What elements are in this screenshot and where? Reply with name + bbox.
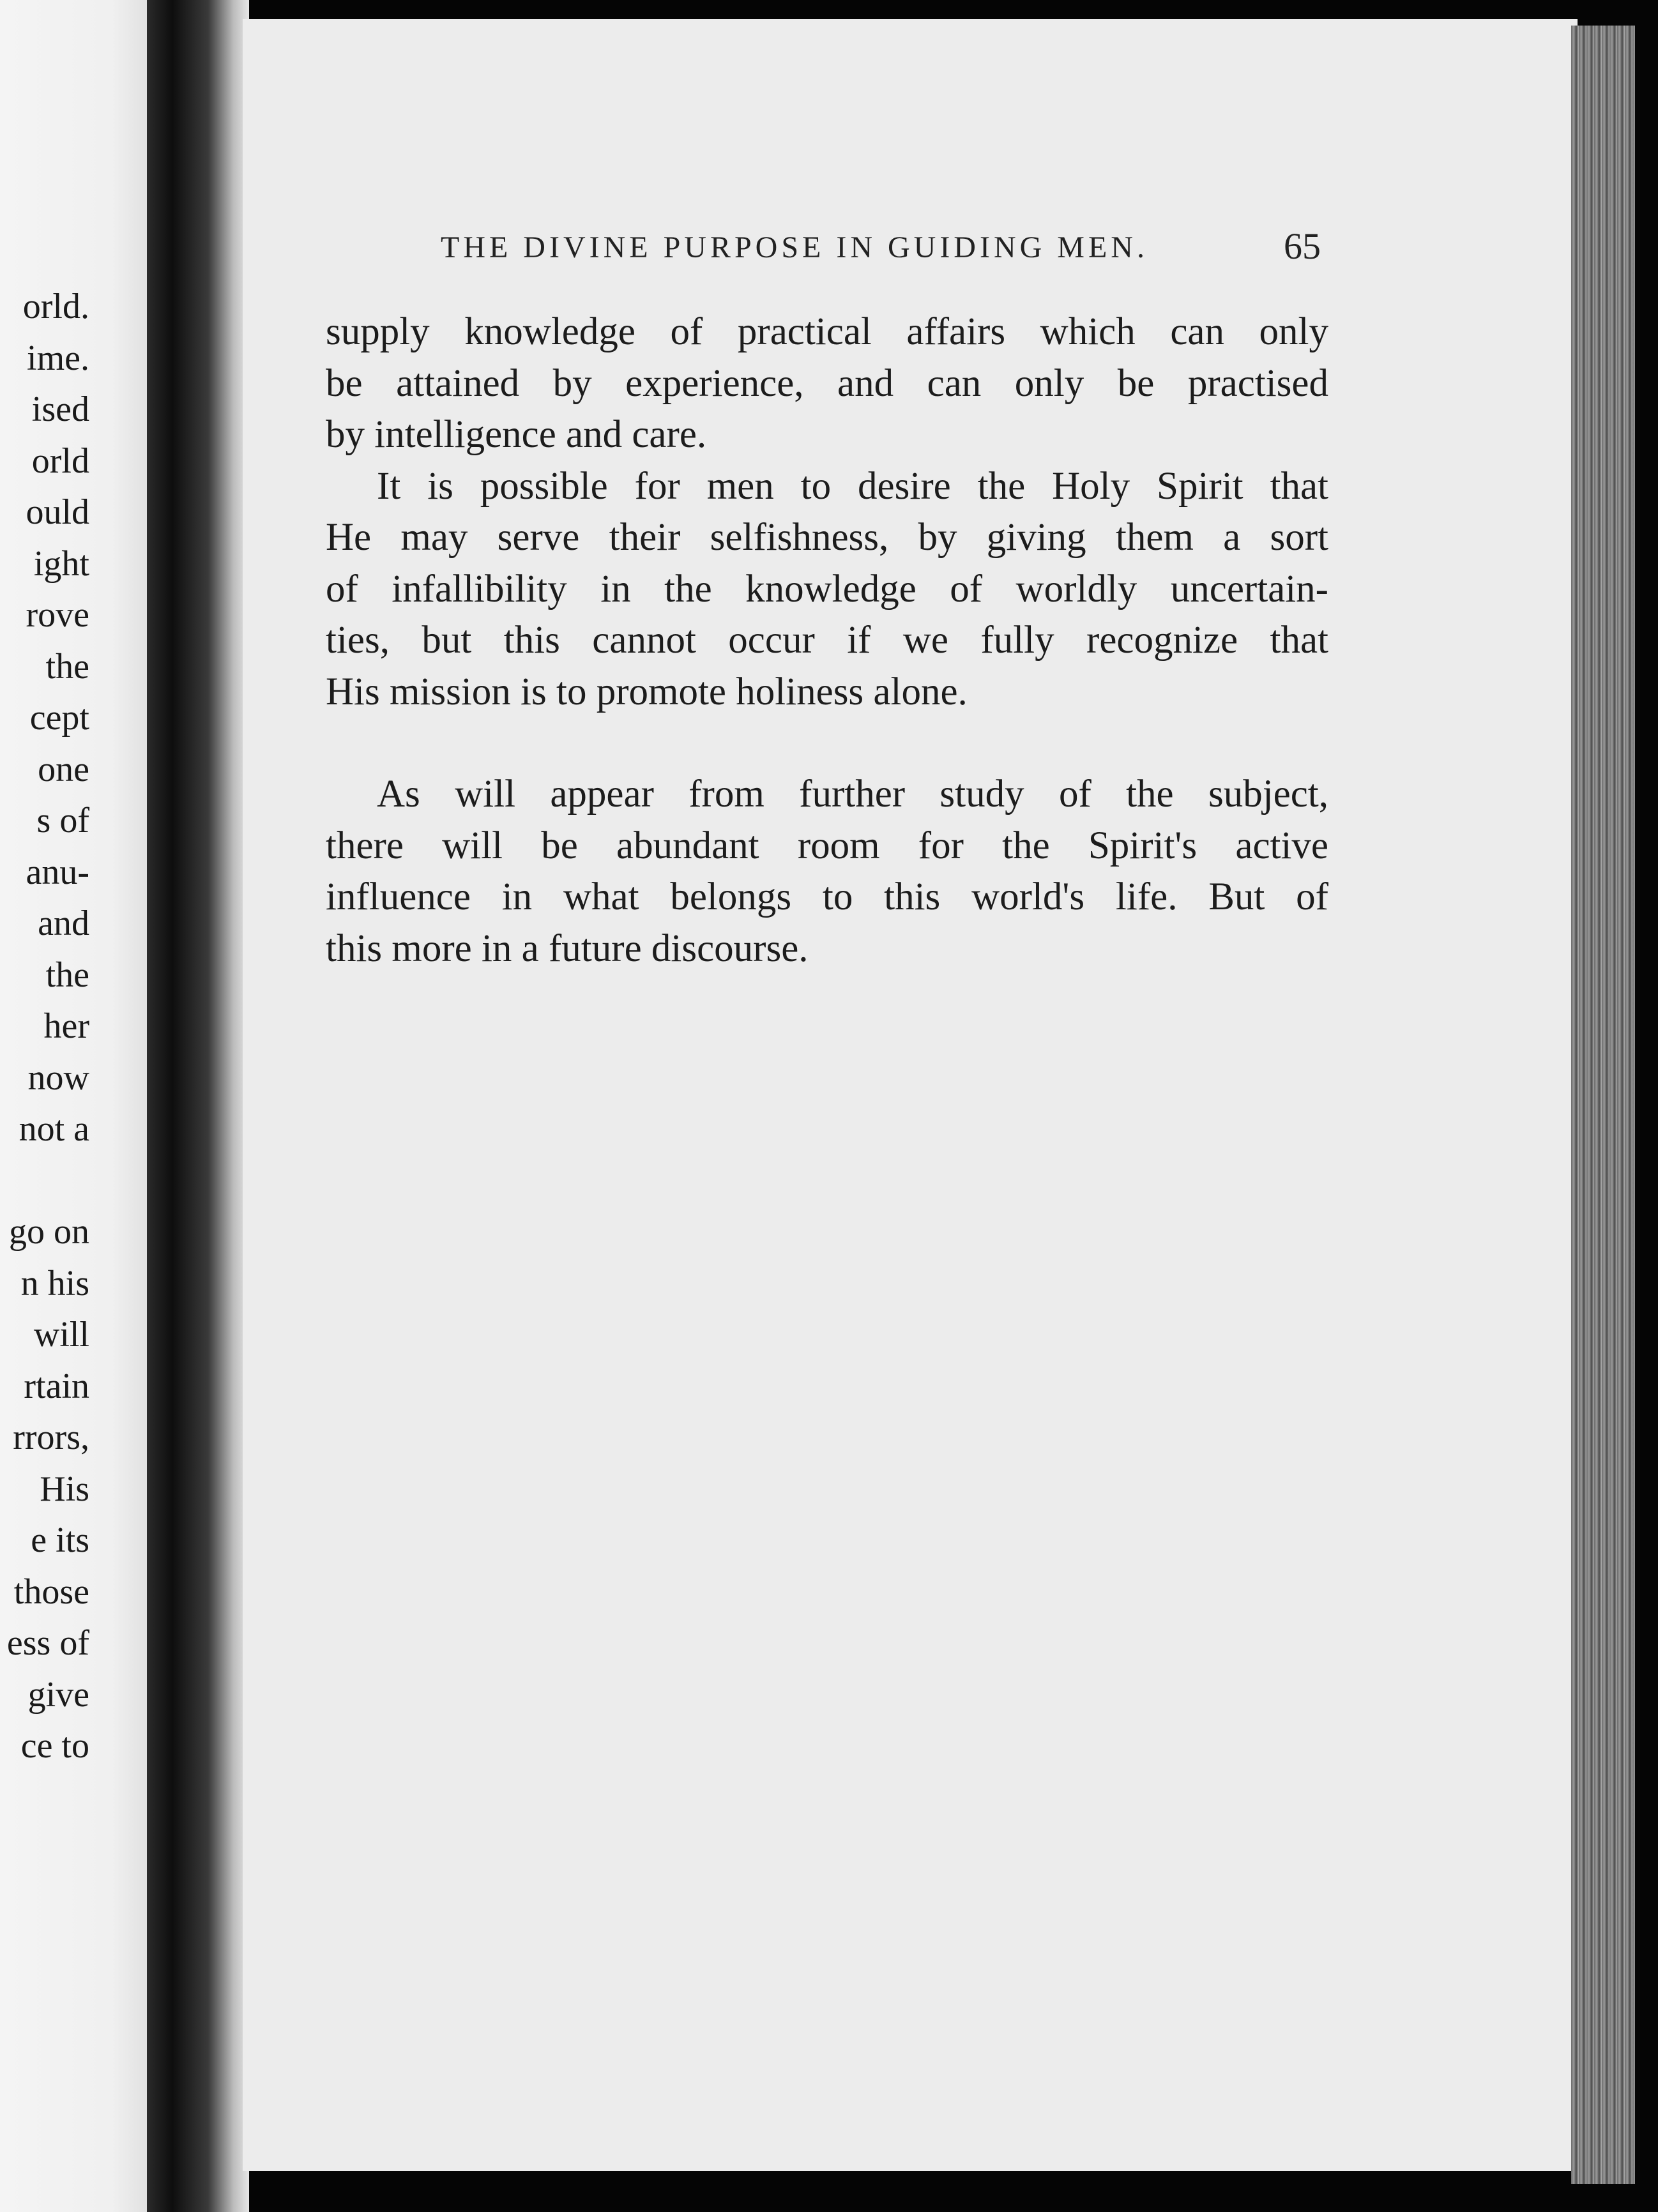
fragment-line: s of [36,801,89,840]
paragraph-gap [326,718,1328,769]
fragment-line: the [45,646,89,686]
fragment-line: go on [9,1212,89,1252]
fragment-line: rove [26,595,89,635]
fragment-line: ould [26,492,89,532]
fragment-line: her [43,1006,89,1046]
fragment-gap [0,1155,89,1207]
text-line: by intelligence and care. [326,413,707,456]
previous-page-text-fragments [0,281,89,1772]
text-line: supply knowledge of practical affairs which can only [326,310,1328,353]
fragment-line: ised [31,390,89,429]
fragment-line: e its [31,1520,89,1560]
fragment-line: those [13,1572,89,1612]
fragment-line: not a [19,1109,89,1149]
page-fore-edge [1571,26,1635,2184]
text-line: this more in a future discourse. [326,927,809,970]
fragment-line: orld. [22,287,89,326]
text-line: His mission is to promote holiness alone. [326,670,968,713]
fragment-line: give [27,1674,89,1715]
fragment-line: ime. [27,338,89,378]
fragment-line: will [33,1315,89,1354]
fragment-line: n his [20,1263,89,1303]
text-line: be attained by experience, and can only be practised [326,361,1328,405]
fragment-line: the [45,955,89,995]
book-gutter-shadow [147,0,249,2212]
running-title: THE DIVINE PURPOSE IN GUIDING MEN. [441,231,1148,264]
previous-page-edge [0,0,160,2212]
fragment-line: rrors, [13,1418,89,1457]
fragment-line: one [38,749,89,789]
text-line: there will be abundant room for the Spirit's active [326,824,1328,867]
fragment-line: orld [31,441,89,481]
fragment-line: cept [29,698,89,738]
text-line: ties, but this cannot occur if we fully recognize that [326,619,1328,662]
fragment-line: ight [33,543,89,584]
text-line: He may serve their selfishness, by giving them a sort [326,516,1328,559]
page-number: 65 [1284,225,1321,267]
text-line: of infallibility in the knowledge of worldly uncertain- [326,567,1328,610]
fragment-line: anu- [26,852,89,892]
text-line: As will appear from further study of the subject, [377,773,1328,815]
text-line: influence in what belongs to this world's life. But of [326,875,1328,918]
text-line: It is possible for men to desire the Holy Spirit that [377,464,1328,508]
fragment-line: ce to [20,1726,89,1766]
fragment-line: and [38,904,89,943]
body-text [326,307,1328,974]
fragment-line: His [40,1469,89,1509]
fragment-line: rtain [24,1366,89,1406]
fragment-line: now [27,1057,89,1098]
fragment-line: ess of [6,1623,89,1663]
